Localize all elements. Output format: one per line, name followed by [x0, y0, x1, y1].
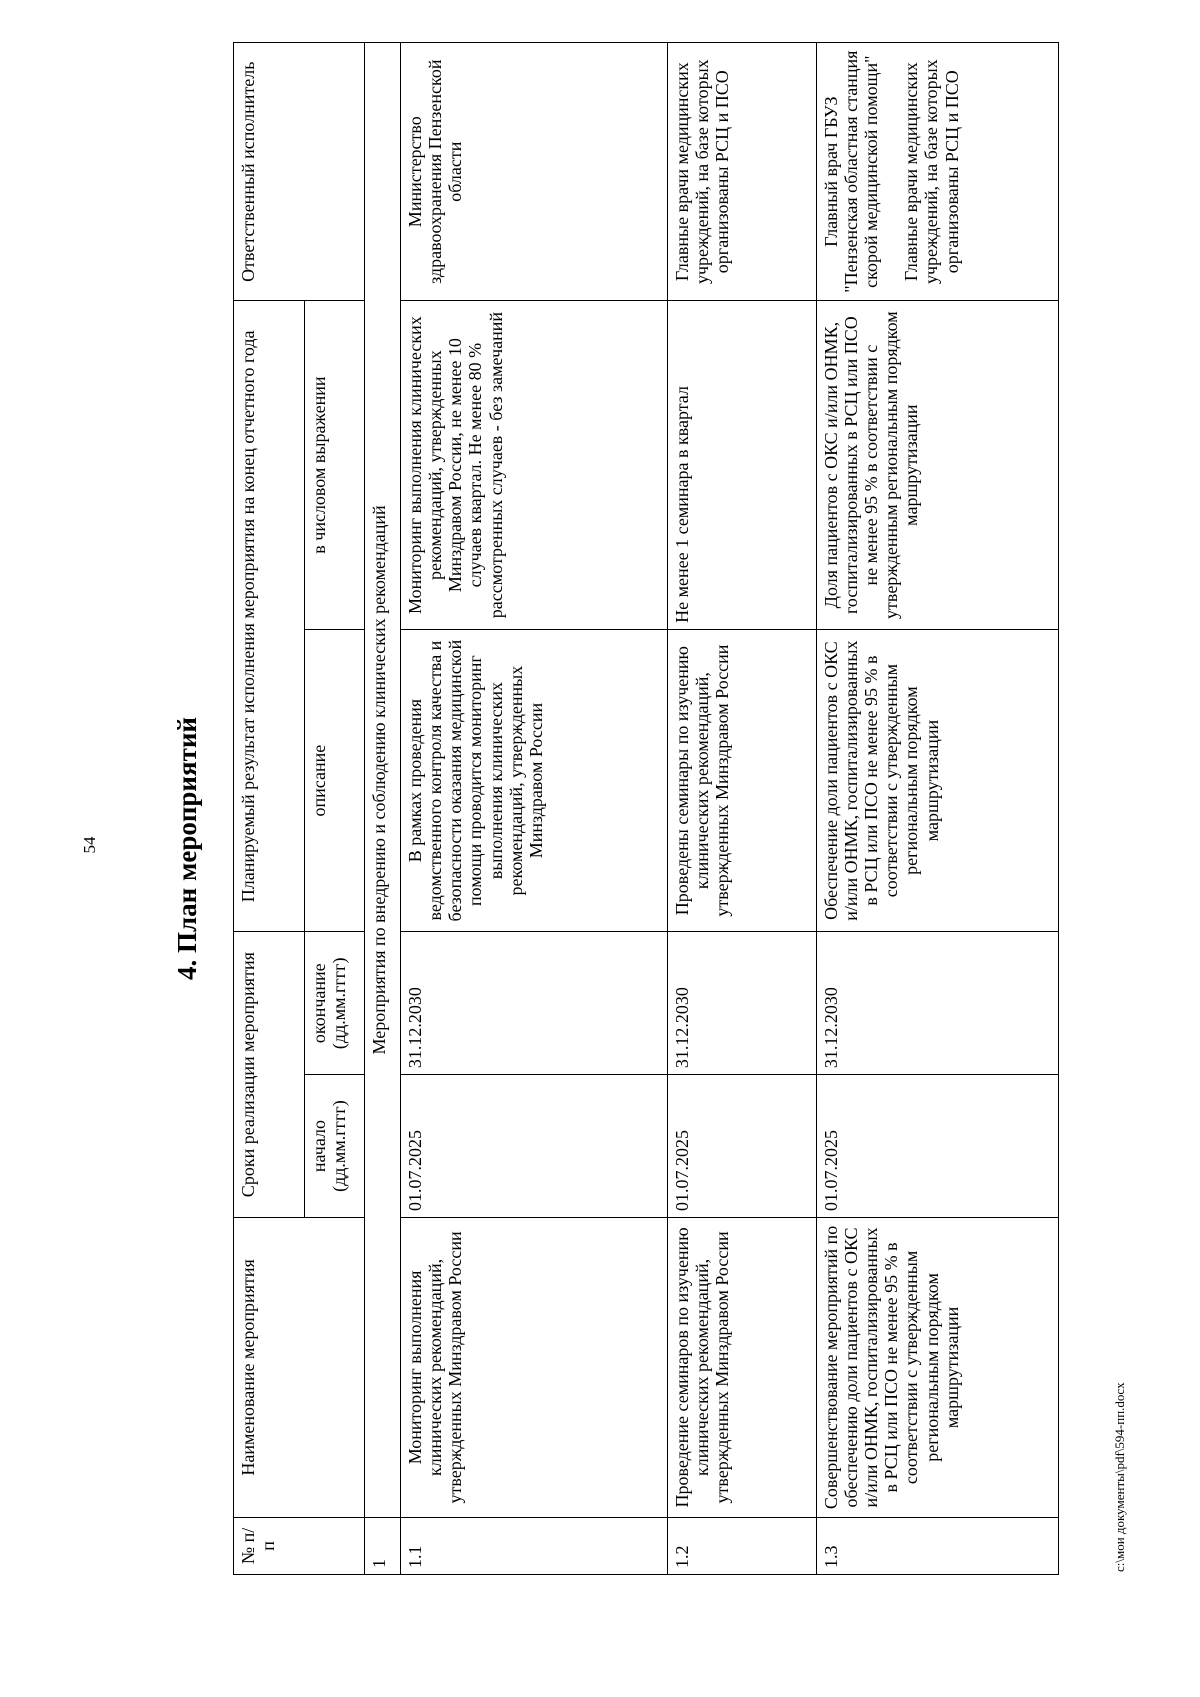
- header-numeric: в числовом выражении: [304, 301, 364, 629]
- table-row: [816, 43, 1058, 1575]
- row-name: Мониторинг выполнения клинических рекомендаций, утвержденных Минздравом России: [400, 1217, 667, 1517]
- row-numeric: Мониторинг выполнения клинических рекомендаций, утвержденных Минздравом России, не менее 10 случаев квартал. Не менее 80 % рассмотренных случаев - без замечаний: [400, 301, 667, 629]
- row-num: 1.2: [667, 1517, 816, 1574]
- header-name: Наименование мероприятия: [234, 1217, 365, 1517]
- row-end: 31.12.2030: [667, 932, 816, 1075]
- header-description: описание: [304, 629, 364, 932]
- row-name: Совершенствование мероприятий по обеспечению доли пациентов с ОКС и/или ОНМК, госпитализированных в РСЦ или ПСО не менее 95 % в соответствии с утвержденным региональным порядком маршрутизации: [816, 1217, 1058, 1517]
- row-responsible-secondary: Главные врачи медицинских учреждений, на базе которых организованы РСЦ и ПСО: [901, 59, 962, 285]
- header-end: окончание (дд.мм.гггг): [304, 932, 364, 1075]
- table-row: [667, 43, 816, 1575]
- row-num: 1.3: [816, 1517, 1058, 1574]
- row-description: Обеспечение доли пациентов с ОКС и/или ОНМК, госпитализированных в РСЦ или ПСО не менее 95 % в соответствии с утвержденным региональным порядком маршрутизации: [816, 629, 1058, 932]
- row-responsible: [816, 43, 1058, 301]
- row-responsible: Министерство здравоохранения Пензенской области: [400, 43, 667, 301]
- row-description: В рамках проведения ведомственного контроля качества и безопасности оказания медицинской помощи проводится мониторинг выполнения клинических рекомендаций, утвержденных Минздравом России: [400, 629, 667, 932]
- row-start: 01.07.2025: [816, 1075, 1058, 1218]
- header-responsible: Ответственный исполнитель: [234, 43, 365, 301]
- header-num: № п/п: [234, 1517, 365, 1574]
- row-num: 1.1: [400, 1517, 667, 1574]
- section-row: [365, 43, 401, 1575]
- row-description: Проведены семинары по изучению клинических рекомендаций, утвержденных Минздравом России: [667, 629, 816, 932]
- header-timing: Сроки реализации мероприятия: [234, 932, 305, 1218]
- row-start: 01.07.2025: [400, 1075, 667, 1218]
- header-result: Планируемый результат исполнения мероприятия на конец отчетного года: [234, 301, 305, 932]
- row-end: 31.12.2030: [400, 932, 667, 1075]
- row-name: Проведение семинаров по изучению клинических рекомендаций, утвержденных Минздравом России: [667, 1217, 816, 1517]
- footer-file-path: c:\мои документы\pdf\594-пп.docx: [1112, 1382, 1127, 1572]
- section-num: 1: [365, 1517, 401, 1574]
- plan-table: [233, 42, 1059, 1575]
- row-responsible: Главные врачи медицинских учреждений, на базе которых организованы РСЦ и ПСО: [667, 43, 816, 301]
- table-row: [400, 43, 667, 1575]
- page-number: 54: [80, 836, 99, 854]
- row-numeric: Не менее 1 семинара в квартал: [667, 301, 816, 629]
- row-numeric: Доля пациентов с ОКС и/или ОНМК, госпитализированных в РСЦ или ПСО не менее 95 % в соответствии с утвержденным региональным порядком маршрутизации: [816, 301, 1058, 629]
- row-end: 31.12.2030: [816, 932, 1058, 1075]
- row-start: 01.07.2025: [667, 1075, 816, 1218]
- section-title: Мероприятия по внедрению и соблюдению клинических рекомендаций: [365, 43, 401, 1518]
- row-responsible-primary: Главный врач ГБУЗ "Пензенская областная станция скорой медицинской помощи": [820, 50, 882, 293]
- page-title: 4. План мероприятий: [172, 717, 202, 980]
- header-start: начало (дд.мм.гггг): [304, 1075, 364, 1218]
- header-row-1: [234, 43, 305, 1575]
